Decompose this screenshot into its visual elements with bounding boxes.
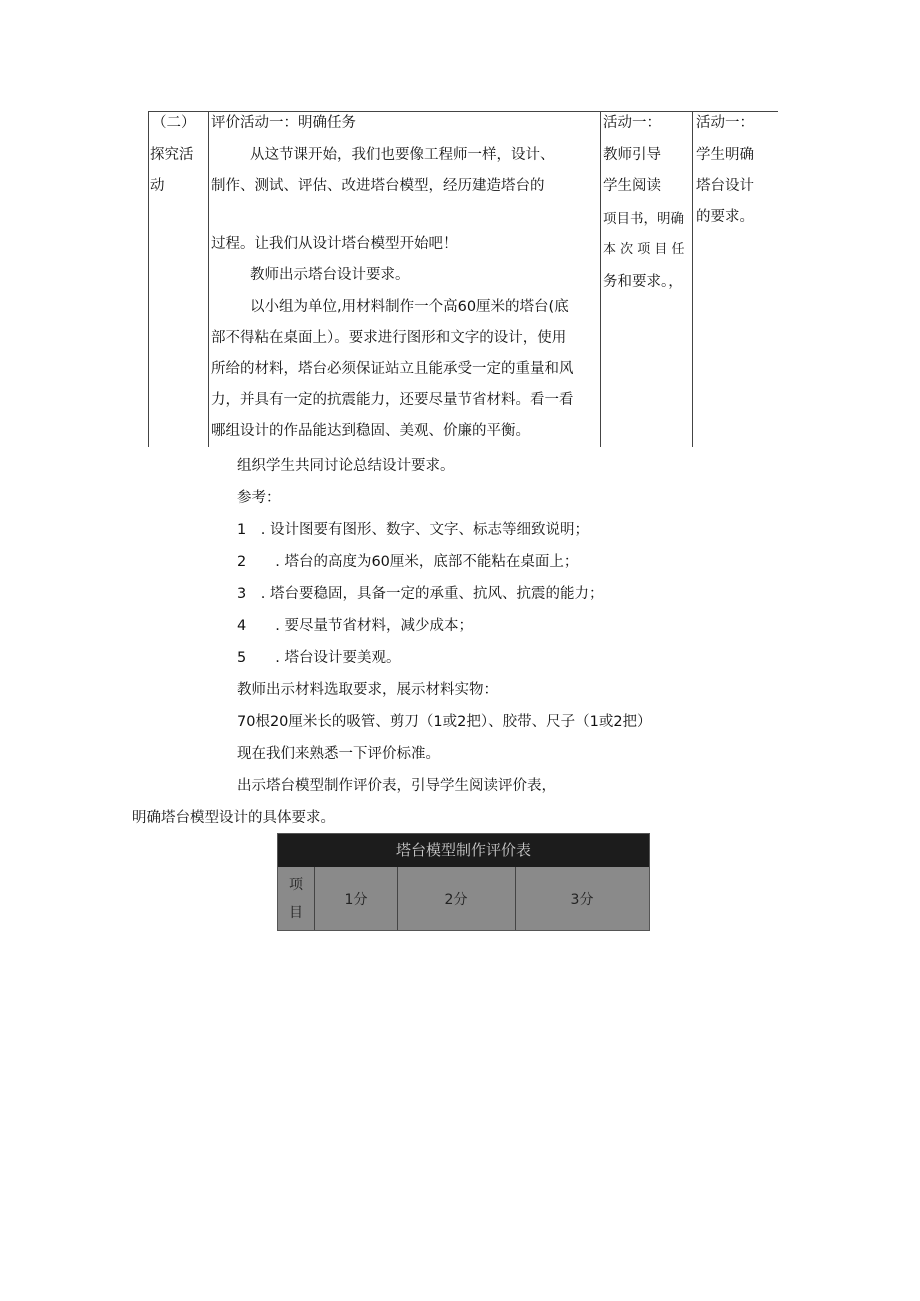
section-label: 动 (150, 178, 165, 194)
evaluation-table-image (277, 833, 650, 931)
paragraph-line: 制作、测试、评估、改进塔台模型，经历建造塔台的 (211, 178, 545, 194)
teacher-activity: 学生阅读 (603, 178, 661, 194)
paragraph-line: 力，并具有一定的抗震能力，还要尽量节省材料。看一看 (211, 392, 574, 408)
section-label: （二） (152, 115, 196, 131)
paragraph-line: 过程。让我们从设计塔台模型开始吧！ (211, 236, 458, 252)
body-line: 组织学生共同讨论总结设计要求。 (237, 458, 455, 474)
list-item: 4 . 要尽量节省材料，减少成本； (237, 618, 473, 634)
body-line: 现在我们来熟悉一下评价标准。 (237, 746, 440, 762)
teacher-activity: 活动一： (603, 115, 661, 131)
teacher-activity: 务和要求。， (603, 274, 683, 290)
body-line: 明确塔台模型设计的具体要求。 (132, 810, 335, 826)
paragraph-line: 所给的材料，塔台必须保证站立且能承受一定的重量和风 (211, 361, 574, 377)
list-item: 1 . 设计图要有图形、数字、文字、标志等细致说明； (237, 522, 589, 538)
paragraph-line: 部不得粘在桌面上）。要求进行图形和文字的设计，使用 (211, 330, 567, 346)
list-item: 5 . 塔台设计要美观。 (237, 650, 401, 666)
evaluation-table-title: 塔台模型制作评价表 (278, 834, 649, 867)
student-activity: 活动一： (696, 115, 754, 131)
paragraph-line: 哪组设计的作品能达到稳固、美观、价廉的平衡。 (211, 423, 530, 439)
table-border (692, 111, 693, 447)
body-line: 70根20厘米长的吸管、剪刀（1或2把）、胶带、尺子（1或2把） (237, 714, 652, 730)
table-top-border (148, 111, 778, 112)
table-border (148, 111, 149, 447)
student-activity: 学生明确 (696, 147, 754, 163)
table-border (600, 111, 601, 447)
student-activity: 塔台设计 (696, 178, 754, 194)
body-line: 出示塔台模型制作评价表，引导学生阅读评价表， (237, 778, 556, 794)
paragraph-line: 以小组为单位,用材料制作一个高60厘米的塔台(底 (250, 299, 569, 315)
section-label: 探究活 (150, 147, 194, 163)
list-item: 3 . 塔台要稳固，具备一定的承重、抗风、抗震的能力； (237, 586, 604, 602)
list-item: 2 . 塔台的高度为60厘米，底部不能粘在桌面上； (237, 554, 579, 570)
header-cell: 项目 (278, 867, 315, 930)
teacher-activity: 项目书，明确 (603, 211, 684, 227)
header-cell: 2分 (397, 867, 516, 930)
header-cell: 3分 (570, 891, 594, 908)
teacher-activity: 本 次 项 目 任 (603, 242, 685, 257)
student-activity: 的要求。 (696, 209, 754, 225)
body-line: 教师出示材料选取要求，展示材料实物： (237, 682, 498, 698)
activity-title: 评价活动一：明确任务 (211, 115, 356, 131)
teacher-activity: 教师引导 (603, 147, 661, 163)
table-border (208, 111, 209, 447)
paragraph-line: 从这节课开始，我们也要像工程师一样，设计、 (250, 147, 555, 163)
body-line: 参考： (237, 490, 281, 506)
header-cell: 1分 (315, 867, 398, 930)
paragraph-line: 教师出示塔台设计要求。 (250, 267, 410, 283)
